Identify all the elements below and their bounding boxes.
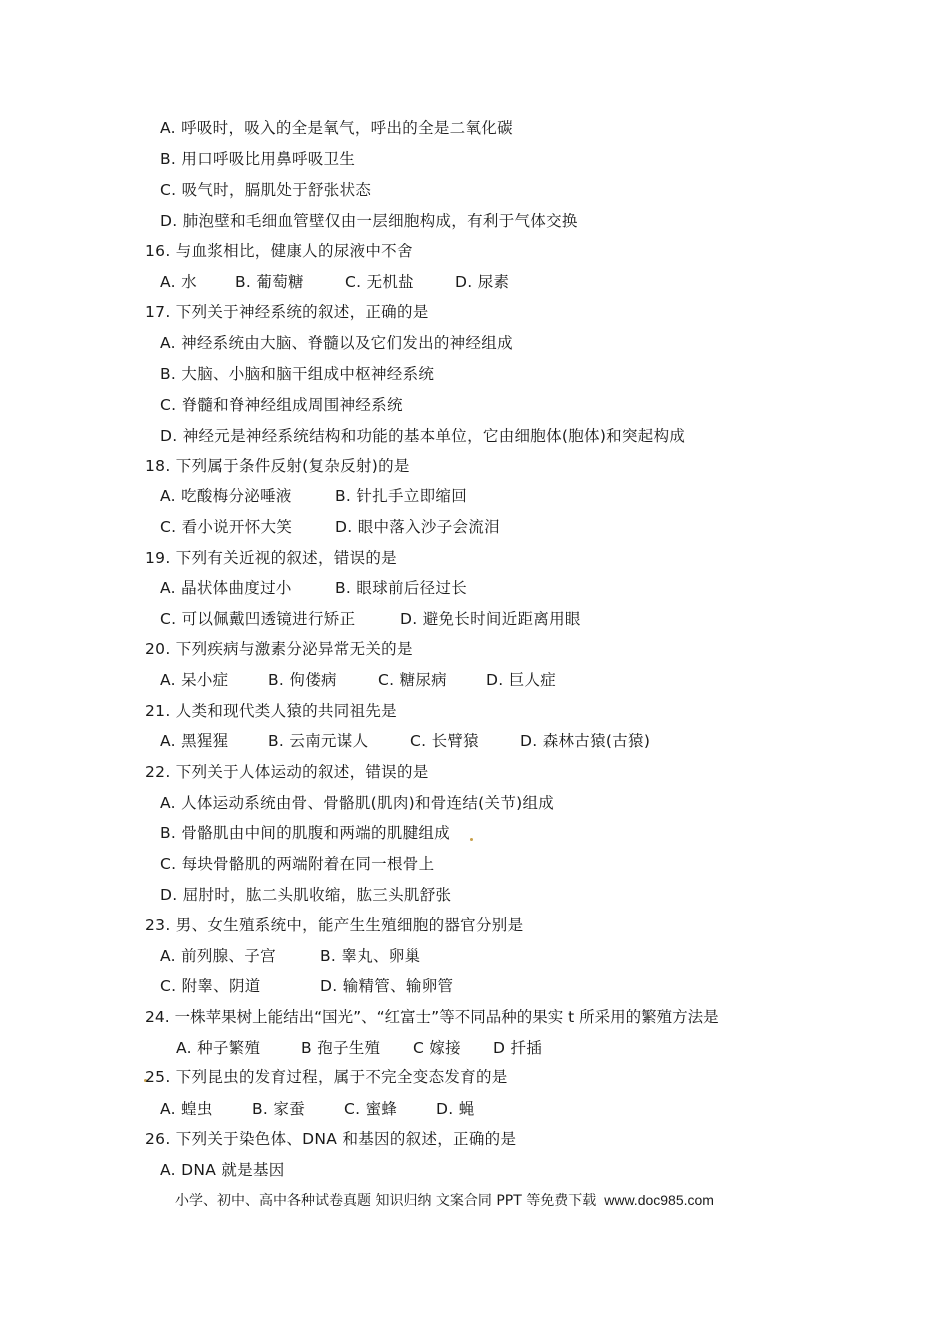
q26-stem: 26. 下列关于染色体、DNA 和基因的叙述，正确的是 <box>145 1130 517 1148</box>
q23-stem: 23. 男、女生殖系统中，能产生生殖细胞的器官分别是 <box>145 916 524 934</box>
q25-option-d: D. 蝇 <box>436 1100 475 1118</box>
q16-option-b: B. 葡萄糖 <box>235 273 304 291</box>
q20-option-a: A. 呆小症 <box>160 671 229 689</box>
q23-options-row2 <box>160 976 453 996</box>
q16-option-a: A. 水 <box>160 273 197 291</box>
q17-option-c: C. 脊髓和脊神经组成周围神经系统 <box>160 396 403 414</box>
q19-stem: 19. 下列有关近视的叙述，错误的是 <box>145 549 397 567</box>
q22-option-c: C. 每块骨骼肌的两端附着在同一根骨上 <box>160 855 435 873</box>
q24-option-b: B 孢子生殖 <box>301 1039 381 1057</box>
q18-options-row2 <box>160 517 500 537</box>
q23-option-a: A. 前列腺、子宫 <box>160 947 276 965</box>
footer-url[interactable]: www.doc985.com <box>604 1192 714 1208</box>
q23-options-row1 <box>160 946 420 966</box>
q24-option-c: C 嫁接 <box>413 1039 461 1057</box>
q21-stem: 21. 人类和现代类人猿的共同祖先是 <box>145 702 397 720</box>
q26-option-a: A. DNA 就是基因 <box>160 1161 285 1179</box>
q17-option-a: A. 神经系统由大脑、脊髓以及它们发出的神经组成 <box>160 334 513 352</box>
q22-option-d: D. 屈肘时，肱二头肌收缩，肱三头肌舒张 <box>160 886 452 904</box>
stray-mark <box>470 838 473 841</box>
q15-option-d: D. 肺泡壁和毛细血管壁仅由一层细胞构成，有利于气体交换 <box>160 212 578 230</box>
q24-options <box>176 1038 542 1058</box>
q23-option-d: D. 输精管、输卵管 <box>320 977 454 995</box>
page-footer <box>175 1190 714 1211</box>
q15-option-a: A. 呼吸时，吸入的全是氧气，呼出的全是二氧化碳 <box>160 119 513 137</box>
q21-option-d: D. 森林古猿(古猿) <box>520 732 651 750</box>
footer-text: 小学、初中、高中各种试卷真题 知识归纳 文案合同 PPT 等免费下载 <box>175 1193 597 1209</box>
q19-option-c: C. 可以佩戴凹透镜进行矫正 <box>160 610 356 628</box>
q17-option-d: D. 神经元是神经系统结构和功能的基本单位，它由细胞体(胞体)和突起构成 <box>160 427 686 445</box>
q25-options <box>160 1099 475 1119</box>
q22-option-b: B. 骨骼肌由中间的肌腹和两端的肌腱组成 <box>160 824 450 842</box>
q21-option-b: B. 云南元谋人 <box>268 732 369 750</box>
q18-options-row1 <box>160 486 467 506</box>
q18-option-c: C. 看小说开怀大笑 <box>160 518 293 536</box>
q22-option-a: A. 人体运动系统由骨、骨骼肌(肌肉)和骨连结(关节)组成 <box>160 794 555 812</box>
q18-option-d: D. 眼中落入沙子会流泪 <box>335 518 500 536</box>
q16-option-c: C. 无机盐 <box>345 273 414 291</box>
q22-stem: 22. 下列关于人体运动的叙述，错误的是 <box>145 763 429 781</box>
q19-options-row1 <box>160 578 467 598</box>
q19-option-a: A. 晶状体曲度过小 <box>160 579 292 597</box>
q25-option-c: C. 蜜蜂 <box>344 1100 398 1118</box>
q19-option-d: D. 避免长时间近距离用眼 <box>400 610 581 628</box>
q20-options <box>160 670 556 690</box>
q24-stem: 24. 一株苹果树上能结出“国光”、“红富士”等不同品种的果实 t 所采用的繁殖方法是 <box>145 1008 719 1026</box>
q23-option-b: B. 睾丸、卵巢 <box>320 947 421 965</box>
q15-option-b: B. 用口呼吸比用鼻呼吸卫生 <box>160 150 356 168</box>
q16-options <box>160 272 509 292</box>
q21-option-c: C. 长臂猿 <box>410 732 479 750</box>
q25-option-b: B. 家蚕 <box>252 1100 305 1118</box>
q21-option-a: A. 黑猩猩 <box>160 732 229 750</box>
q18-option-b: B. 针扎手立即缩回 <box>335 487 467 505</box>
q20-option-d: D. 巨人症 <box>486 671 557 689</box>
q17-option-b: B. 大脑、小脑和脑干组成中枢神经系统 <box>160 365 435 383</box>
q20-option-b: B. 佝偻病 <box>268 671 337 689</box>
q25-stem: 25. 下列昆虫的发育过程，属于不完全变态发育的是 <box>145 1068 508 1086</box>
q16-stem: 16. 与血浆相比，健康人的尿液中不舍 <box>145 242 413 260</box>
q16-option-d: D. 尿素 <box>455 273 510 291</box>
q25-option-a: A. 蝗虫 <box>160 1100 213 1118</box>
q15-option-c: C. 吸气时，膈肌处于舒张状态 <box>160 181 372 199</box>
q17-stem: 17. 下列关于神经系统的叙述，正确的是 <box>145 303 429 321</box>
q19-options-row2 <box>160 609 581 629</box>
q21-options <box>160 731 650 751</box>
q18-stem: 18. 下列属于条件反射(复杂反射)的是 <box>145 457 410 475</box>
q24-option-d: D 扦插 <box>493 1039 543 1057</box>
q23-option-c: C. 附睾、阴道 <box>160 977 261 995</box>
q18-option-a: A. 吃酸梅分泌唾液 <box>160 487 292 505</box>
q20-stem: 20. 下列疾病与激素分泌异常无关的是 <box>145 640 413 658</box>
q19-option-b: B. 眼球前后径过长 <box>335 579 467 597</box>
q20-option-c: C. 糖尿病 <box>378 671 447 689</box>
q24-option-a: A. 种子繁殖 <box>176 1039 261 1057</box>
